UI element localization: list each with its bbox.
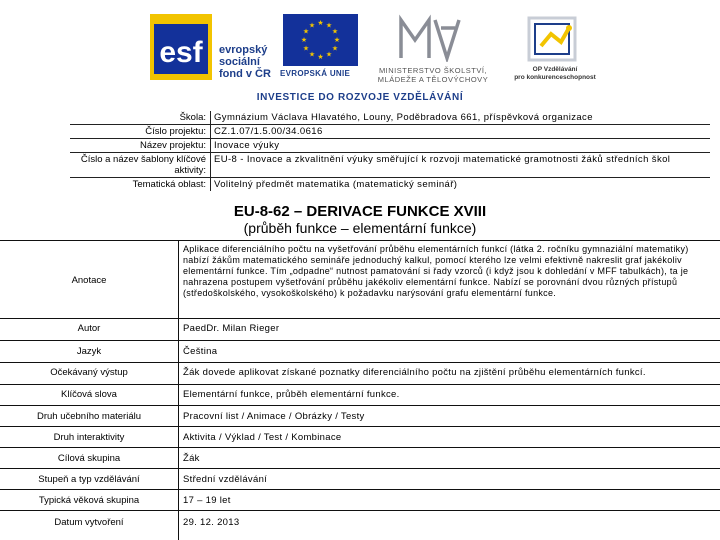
- logo-banner: [0, 0, 720, 108]
- metadata-label: Autor: [77, 323, 101, 334]
- metadata-row: [0, 447, 720, 464]
- esf-wordmark: esf: [159, 36, 203, 69]
- esf-caption-line: sociální: [219, 56, 260, 68]
- info-label: Tematická oblast:: [70, 178, 211, 192]
- svg-text:★: ★: [302, 27, 310, 36]
- info-label: Název projektu:: [70, 139, 211, 153]
- info-value: Inovace výuky: [211, 139, 711, 153]
- metadata-row: [0, 340, 720, 357]
- metadata-value: Střední vzdělávání: [183, 474, 268, 485]
- metadata-row: [0, 510, 720, 528]
- metadata-value: Pracovní list / Animace / Obrázky / Testy: [183, 411, 365, 422]
- info-row: [70, 153, 710, 178]
- metadata-value: PaedDr. Milan Rieger: [183, 323, 280, 334]
- op-caption-line: OP Vzdělávání: [532, 66, 578, 73]
- op-logo-icon: [521, 14, 587, 64]
- svg-text:★: ★: [331, 27, 339, 36]
- svg-text:★: ★: [300, 36, 308, 44]
- metadata-label: Datum vytvoření: [54, 517, 124, 528]
- metadata-value: 29. 12. 2013: [183, 517, 240, 528]
- info-row: [70, 125, 710, 139]
- metadata-label: Druh interaktivity: [53, 432, 125, 443]
- info-value: Volitelný předmět matematika (matematický seminář): [214, 179, 458, 190]
- svg-text:★: ★: [302, 44, 310, 53]
- info-value: Gymnázium Václava Hlavatého, Louny, Poděbradova 661, příspěvková organizace: [211, 111, 711, 125]
- msmt-caption: [362, 66, 504, 84]
- metadata-value: Čeština: [183, 346, 218, 357]
- info-row: [70, 178, 710, 192]
- info-label: Číslo a název šablony klíčové aktivity:: [70, 153, 211, 178]
- metadata-table: [0, 240, 720, 540]
- info-label: Škola:: [70, 111, 211, 125]
- metadata-label: Typická věková skupina: [38, 495, 140, 506]
- esf-caption-line: evropský: [219, 44, 268, 56]
- metadata-row: [0, 426, 720, 443]
- eu-flag-icon: [283, 14, 358, 66]
- metadata-row: [0, 489, 720, 506]
- msmt-caption-line: MLÁDEŽE A TĚLOVÝCHOVY: [377, 75, 489, 84]
- svg-text:★: ★: [333, 36, 341, 44]
- info-label: Číslo projektu:: [70, 125, 211, 139]
- info-row: [70, 139, 710, 153]
- metadata-row: [0, 384, 720, 400]
- msmt-logo-icon: [397, 14, 463, 62]
- eu-caption: EVROPSKÁ UNIE: [280, 69, 351, 78]
- metadata-row: [0, 240, 720, 319]
- svg-text:★: ★: [317, 19, 324, 27]
- op-caption-line: pro konkurenceschopnost: [514, 74, 596, 81]
- esf-caption-line: fond v ČR: [219, 68, 271, 80]
- metadata-label: Cílová skupina: [57, 453, 121, 464]
- metadata-row: [0, 405, 720, 422]
- info-value: EU-8 - Inovace a zkvalitnění výuky směřující k rozvoji matematické gramotnosti žáků středních škol: [211, 153, 711, 178]
- metadata-label: Klíčová slova: [61, 389, 117, 400]
- metadata-row: [0, 468, 720, 485]
- svg-text:★: ★: [325, 21, 333, 30]
- metadata-label: Anotace: [71, 275, 107, 286]
- metadata-value: Aktivita / Výklad / Test / Kombinace: [183, 432, 342, 443]
- op-caption: [505, 66, 605, 82]
- svg-text:★: ★: [308, 21, 316, 30]
- metadata-label: Stupeň a typ vzdělávání: [38, 474, 140, 485]
- esf-flag-icon: [150, 14, 212, 80]
- svg-text:★: ★: [308, 50, 316, 59]
- metadata-label: Jazyk: [76, 346, 102, 357]
- metadata-value: Žák dovede aplikovat získané poznatky diferenciálního počtu na zjištění průběhu elementárních funkcí.: [183, 367, 646, 378]
- svg-text:★: ★: [317, 53, 324, 61]
- metadata-value: Aplikace diferenciálního počtu na vyšetřování průběhu elementárních funkcí (látka 2. ročníku gymnaziální matematiky) nabízí žákům matematického semináře jednoduchý kalkul, pomocí kterého lze velmi efektivně nakreslit graf jakékoliv elementární funkce. Tím „odpadne“ nutnost pamatování si řady vzorců (i když jsou k dohledání v MFF tabulkách), ta je nahrazena postupem vyšetřování průběhu jakékoliv elementární funkce. Nabízí se porovnání dvou různých přístupů (středoškolského, vysokoškolského) k požadavku narýsování grafu elementární funkce.: [183, 244, 689, 298]
- metadata-label: Očekávaný výstup: [50, 367, 128, 378]
- info-value: CZ.1.07/1.5.00/34.0616: [211, 125, 711, 139]
- metadata-label: Druh učebního materiálu: [36, 411, 142, 422]
- svg-text:★: ★: [331, 44, 339, 53]
- metadata-value: Žák: [183, 453, 200, 464]
- metadata-value: Elementární funkce, průběh elementární funkce.: [183, 389, 400, 400]
- document-title: EU-8-62 – DERIVACE FUNKCE XVIII: [233, 203, 487, 220]
- document-subtitle: (průběh funkce – elementární funkce): [243, 220, 477, 236]
- metadata-row: [0, 318, 720, 334]
- info-row: [70, 111, 710, 125]
- esf-caption: [219, 44, 271, 80]
- svg-text:★: ★: [325, 50, 333, 59]
- msmt-caption-line: MINISTERSTVO ŠKOLSTVÍ,: [378, 66, 488, 75]
- school-info-table: [70, 111, 710, 191]
- metadata-row: [0, 362, 720, 378]
- metadata-value: 17 – 19 let: [183, 495, 231, 506]
- slogan: INVESTICE DO ROZVOJE VZDĚLÁVÁNÍ: [256, 92, 464, 103]
